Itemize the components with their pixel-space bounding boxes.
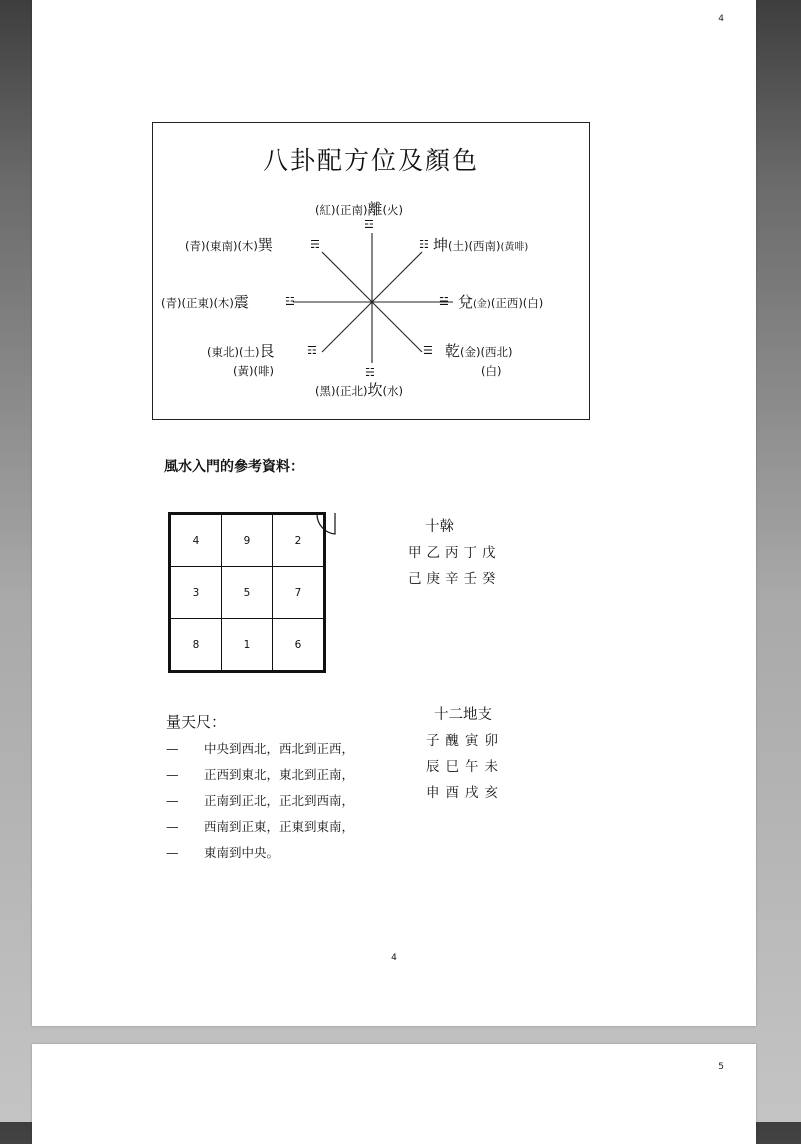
heavenly-stems-row: 己庚辛壬癸 — [408, 571, 501, 587]
page-corner-number: 4 — [718, 14, 724, 24]
heavenly-stems-row: 甲乙丙丁戊 — [408, 545, 501, 561]
ruler-line: — 東南到中央。 — [166, 845, 280, 860]
trigram-qian-label: 乾(金)(西北) — [445, 342, 513, 360]
grid-row — [170, 567, 325, 619]
earthly-branches-row: 申酉戌亥 — [426, 785, 504, 801]
trigram-xun-label: (青)(東南)(木)巽 — [185, 236, 273, 254]
grid-cell: 4 — [170, 514, 222, 567]
document-page-5 — [32, 1044, 756, 1144]
grid-row — [170, 619, 325, 672]
heavenly-stems-title: 十榦 — [425, 519, 454, 535]
grid-cell: 8 — [170, 619, 222, 672]
door-arc-icon — [316, 512, 336, 536]
grid-cell: 3 — [170, 567, 222, 619]
trigram-qian-icon: ☰ — [423, 344, 432, 357]
grid-row — [170, 514, 325, 567]
trigram-gen-icon: ☶ — [307, 344, 316, 357]
trigram-kun-icon: ☷ — [419, 238, 428, 251]
trigram-kan-label: (黑)(正北)坎(水) — [315, 381, 403, 399]
reference-heading: 風水入門的參考資料： — [164, 459, 304, 475]
page-corner-number: 5 — [718, 1062, 724, 1072]
lo-shu-grid — [168, 512, 326, 673]
ruler-line: — 西南到正東，正東到東南， — [166, 819, 355, 834]
grid-cell: 9 — [222, 514, 273, 567]
trigram-li-label: (紅)(正南)離(火) — [315, 200, 403, 218]
ruler-title: 量天尺： — [166, 713, 227, 731]
bagua-title: 八卦配方位及顏色 — [262, 146, 479, 175]
grid-cell: 7 — [273, 567, 325, 619]
earthly-branches-row: 子醜寅卯 — [426, 733, 504, 749]
grid-cell: 5 — [222, 567, 273, 619]
earthly-branches-title: 十二地支 — [434, 707, 492, 723]
trigram-kun-label: 坤(土)(西南)(黃啡) — [433, 236, 529, 254]
trigram-kan-icon: ☵ — [365, 366, 374, 379]
bagua-diagram — [152, 122, 590, 420]
earthly-branches-row: 辰巳午未 — [426, 759, 504, 775]
trigram-zhen-label: (青)(正東)(木)震 — [161, 293, 249, 311]
trigram-gen-colors: (黃)(啡) — [233, 364, 274, 378]
grid-cell: 6 — [273, 619, 325, 672]
ruler-line: — 中央到西北，西北到正西， — [166, 741, 355, 756]
trigram-li-icon: ☲ — [364, 218, 373, 231]
trigram-zhen-icon: ☳ — [285, 295, 294, 308]
ruler-line: — 正西到東北，東北到正南， — [166, 767, 355, 782]
document-page-4 — [32, 0, 756, 1026]
page-footer-number: 4 — [391, 953, 397, 963]
trigram-dui-label: 兌(金)(正西)(白) — [458, 293, 544, 311]
grid-cell: 2 — [273, 514, 325, 567]
trigram-xun-icon: ☴ — [310, 238, 319, 251]
trigram-gen-label: (東北)(土)艮 — [207, 342, 275, 360]
ruler-line: — 正南到正北，正北到西南， — [166, 793, 355, 808]
grid-cell: 1 — [222, 619, 273, 672]
trigram-dui-icon: ☱ — [439, 295, 448, 308]
trigram-qian-color: (白) — [481, 364, 502, 378]
